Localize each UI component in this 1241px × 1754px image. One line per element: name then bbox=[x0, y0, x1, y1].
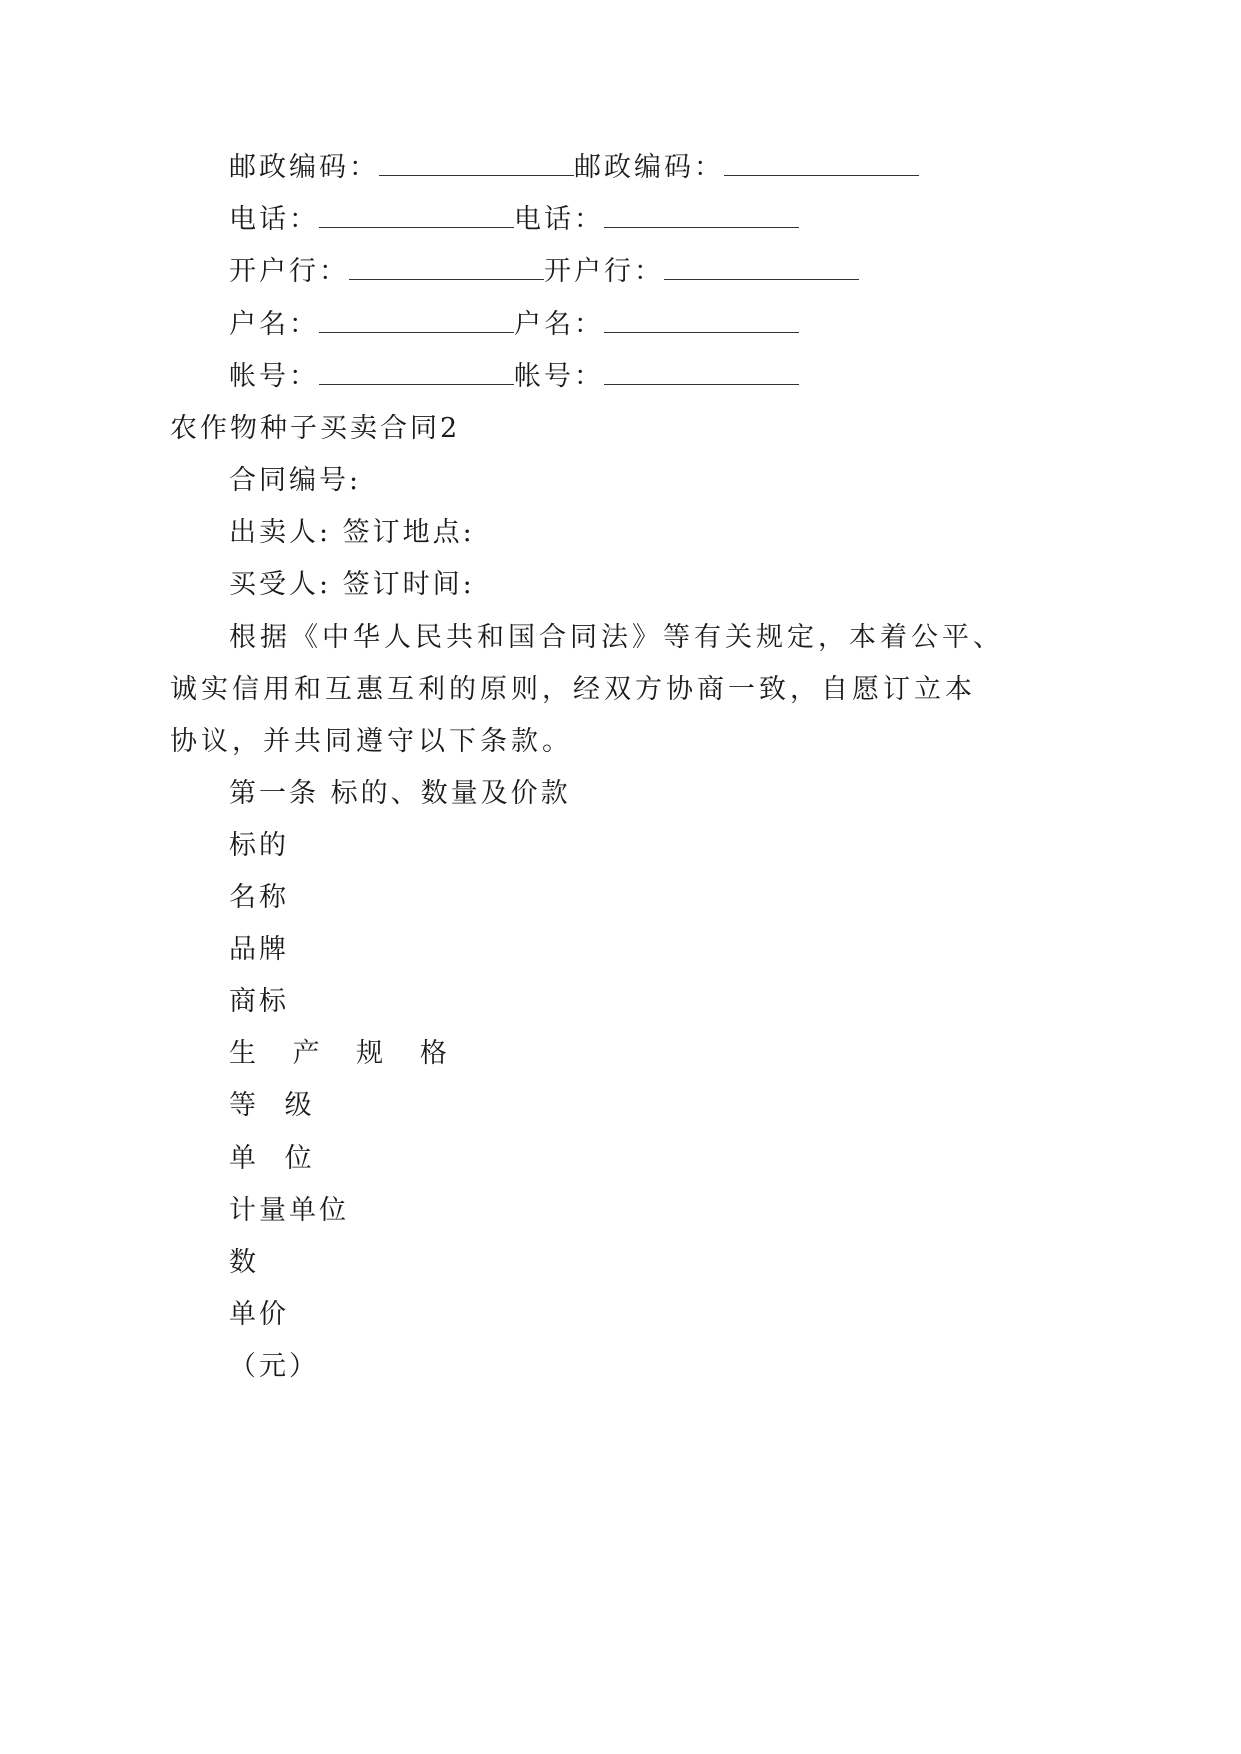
preamble-line-1: 根据《中华人民共和国合同法》等有关规定，本着公平、 bbox=[229, 622, 1004, 653]
buyer-line: 买受人: 签订时间: bbox=[229, 569, 475, 600]
postal-code-label-party-b: 邮政编码： bbox=[574, 152, 724, 183]
seller-line: 出卖人: 签订地点: bbox=[229, 517, 475, 548]
account-name-label-party-a: 户名： bbox=[229, 309, 319, 340]
contract-number-label: 合同编号: bbox=[229, 465, 362, 496]
account-number-blank-party-a bbox=[319, 360, 514, 385]
bank-blank-party-a bbox=[349, 255, 544, 280]
table-header-measure-unit: 计量单位 bbox=[229, 1195, 349, 1226]
table-header-unit-price: 单价 bbox=[229, 1299, 289, 1330]
phone-label-party-a: 电话： bbox=[229, 204, 319, 235]
account-number-label-party-a: 帐号： bbox=[229, 361, 319, 392]
phone-blank-party-b bbox=[604, 203, 799, 228]
phone-row bbox=[229, 202, 799, 238]
postal-code-row bbox=[229, 150, 919, 186]
table-header-unit: 单 位 bbox=[229, 1143, 322, 1174]
phone-blank-party-a bbox=[319, 203, 514, 228]
contract-title: 农作物种子买卖合同2 bbox=[170, 413, 461, 444]
account-name-label-party-b: 户名： bbox=[514, 309, 604, 340]
table-header-name: 名称 bbox=[229, 882, 289, 913]
article-1-heading: 第一条 标的、数量及价款 bbox=[229, 778, 571, 809]
postal-code-blank-party-a bbox=[379, 151, 574, 176]
table-header-spec: 生 产 规 格 bbox=[229, 1038, 461, 1069]
table-header-currency: （元） bbox=[229, 1351, 319, 1382]
bank-row bbox=[229, 254, 859, 290]
preamble-line-2: 诚实信用和互惠互利的原则，经双方协商一致，自愿订立本 bbox=[170, 674, 976, 705]
table-header-brand: 品牌 bbox=[229, 934, 289, 965]
account-number-label-party-b: 帐号： bbox=[514, 361, 604, 392]
table-header-trademark: 商标 bbox=[229, 986, 289, 1017]
table-header-quantity: 数 bbox=[229, 1247, 259, 1278]
table-header-item: 标的 bbox=[229, 830, 289, 861]
account-name-blank-party-a bbox=[319, 308, 514, 333]
account-name-blank-party-b bbox=[604, 308, 799, 333]
postal-code-label-party-a: 邮政编码： bbox=[229, 152, 379, 183]
preamble-line-3: 协议，并共同遵守以下条款。 bbox=[170, 726, 573, 757]
account-number-row bbox=[229, 359, 799, 395]
table-header-grade: 等 级 bbox=[229, 1090, 322, 1121]
bank-blank-party-b bbox=[664, 255, 859, 280]
bank-label-party-b: 开户行： bbox=[544, 256, 664, 287]
account-name-row bbox=[229, 307, 799, 343]
postal-code-blank-party-b bbox=[724, 151, 919, 176]
account-number-blank-party-b bbox=[604, 360, 799, 385]
bank-label-party-a: 开户行： bbox=[229, 256, 349, 287]
phone-label-party-b: 电话： bbox=[514, 204, 604, 235]
